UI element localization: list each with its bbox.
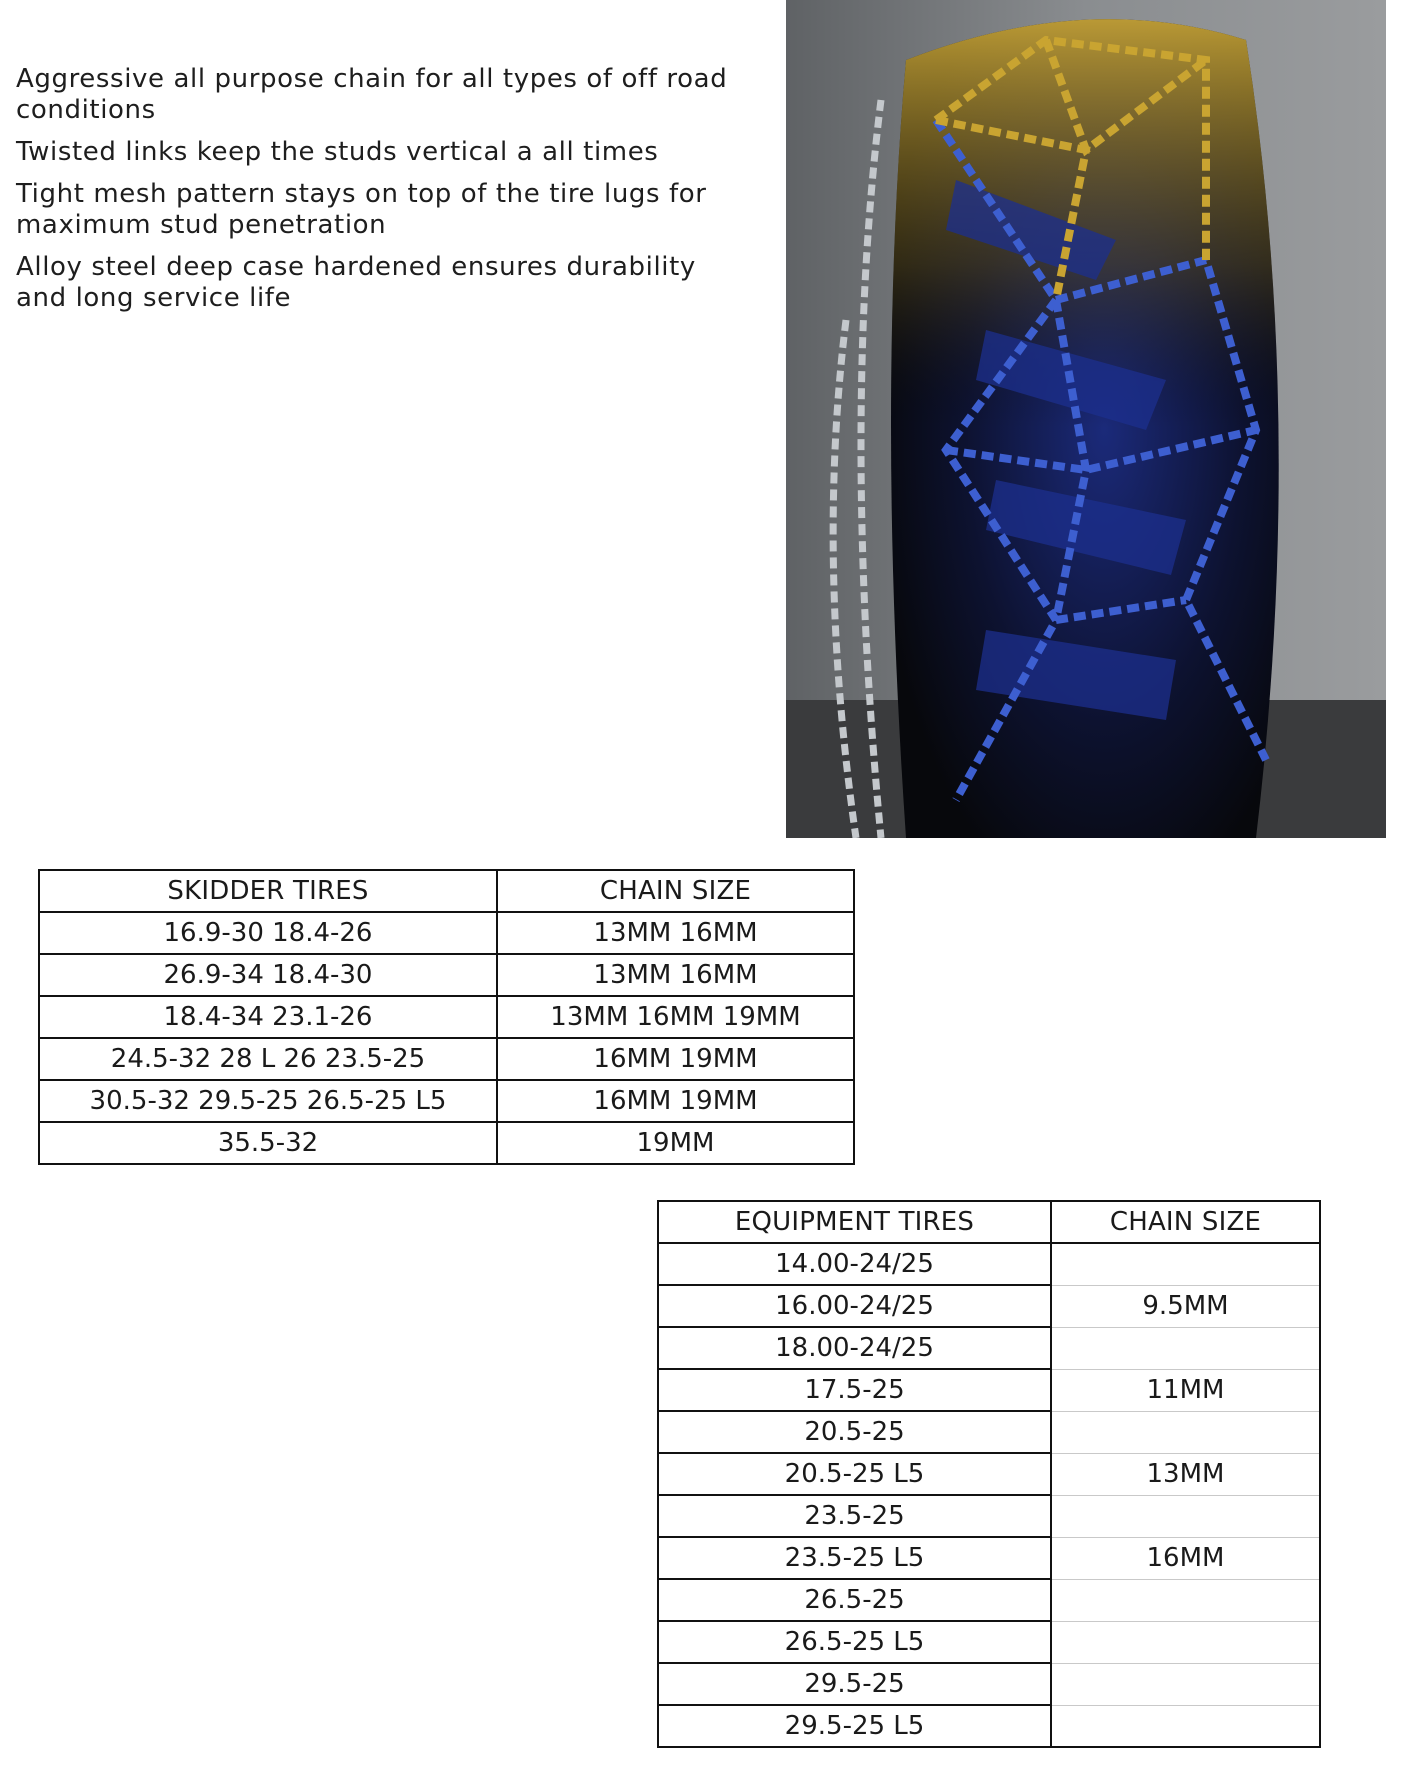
chain-size-cell	[1051, 1579, 1320, 1621]
table-row	[658, 1579, 1320, 1621]
chain-size-cell: 13MM	[1051, 1453, 1320, 1495]
table-row	[658, 1411, 1320, 1453]
skidder-tires-table	[38, 869, 855, 1165]
tire-size-cell: 14.00-24/25	[658, 1243, 1051, 1285]
chain-size-cell: 16MM	[1051, 1537, 1320, 1579]
tire-size-cell: 26.5-25 L5	[658, 1621, 1051, 1663]
chain-size-cell: 13MM 16MM 19MM	[497, 996, 854, 1038]
tire-size-cell: 24.5-32 28 L 26 23.5-25	[39, 1038, 497, 1080]
table-row	[658, 1369, 1320, 1411]
tire-chain-icon	[786, 0, 1386, 838]
tire-size-cell: 18.00-24/25	[658, 1327, 1051, 1369]
table-row	[39, 1080, 854, 1122]
tire-size-cell: 18.4-34 23.1-26	[39, 996, 497, 1038]
tire-size-cell: 17.5-25	[658, 1369, 1051, 1411]
chain-size-cell	[1051, 1327, 1320, 1369]
table-row	[658, 1285, 1320, 1327]
column-header-skidder-tires: SKIDDER TIRES	[39, 870, 497, 912]
tire-size-cell: 23.5-25 L5	[658, 1537, 1051, 1579]
column-header-equipment-tires: EQUIPMENT TIRES	[658, 1201, 1051, 1243]
feature-item: Tight mesh pattern stays on top of the tire lugs for maximum stud penetration	[16, 179, 707, 240]
tire-size-cell: 23.5-25	[658, 1495, 1051, 1537]
column-header-chain-size: CHAIN SIZE	[497, 870, 854, 912]
chain-size-cell: 16MM 19MM	[497, 1080, 854, 1122]
feature-list	[16, 64, 736, 325]
table-header-row	[658, 1201, 1320, 1243]
tire-size-cell: 26.9-34 18.4-30	[39, 954, 497, 996]
chain-size-cell	[1051, 1663, 1320, 1705]
tire-size-cell: 30.5-32 29.5-25 26.5-25 L5	[39, 1080, 497, 1122]
tire-size-cell: 29.5-25 L5	[658, 1705, 1051, 1747]
chain-size-cell	[1051, 1411, 1320, 1453]
chain-size-cell	[1051, 1705, 1320, 1747]
chain-size-cell: 13MM 16MM	[497, 954, 854, 996]
chain-size-cell: 19MM	[497, 1122, 854, 1164]
tire-size-cell: 26.5-25	[658, 1579, 1051, 1621]
table-header-row	[39, 870, 854, 912]
table-row	[658, 1327, 1320, 1369]
table-row	[658, 1243, 1320, 1285]
chain-size-cell: 13MM 16MM	[497, 912, 854, 954]
column-header-chain-size: CHAIN SIZE	[1051, 1201, 1320, 1243]
tire-size-cell: 20.5-25 L5	[658, 1453, 1051, 1495]
table-row	[39, 1038, 854, 1080]
table-row	[39, 912, 854, 954]
table-row	[658, 1537, 1320, 1579]
tire-size-cell: 16.00-24/25	[658, 1285, 1051, 1327]
tire-chain-photo	[786, 0, 1386, 838]
table-row	[39, 996, 854, 1038]
tire-size-cell: 16.9-30 18.4-26	[39, 912, 497, 954]
feature-item: Twisted links keep the studs vertical a all times	[16, 137, 659, 167]
table-row	[658, 1705, 1320, 1747]
table-row	[658, 1453, 1320, 1495]
tire-size-cell: 35.5-32	[39, 1122, 497, 1164]
chain-size-cell: 9.5MM	[1051, 1285, 1320, 1327]
chain-size-cell	[1051, 1243, 1320, 1285]
table-row	[39, 954, 854, 996]
table-row	[658, 1663, 1320, 1705]
feature-item: Aggressive all purpose chain for all types of off road conditions	[16, 64, 728, 125]
chain-size-cell	[1051, 1495, 1320, 1537]
chain-size-cell: 16MM 19MM	[497, 1038, 854, 1080]
chain-size-cell	[1051, 1621, 1320, 1663]
table-row	[658, 1495, 1320, 1537]
tire-size-cell: 29.5-25	[658, 1663, 1051, 1705]
equipment-tires-table	[657, 1200, 1321, 1748]
tire-size-cell: 20.5-25	[658, 1411, 1051, 1453]
table-row	[39, 1122, 854, 1164]
chain-size-cell: 11MM	[1051, 1369, 1320, 1411]
feature-item: Alloy steel deep case hardened ensures durability and long service life	[16, 252, 696, 313]
table-row	[658, 1621, 1320, 1663]
